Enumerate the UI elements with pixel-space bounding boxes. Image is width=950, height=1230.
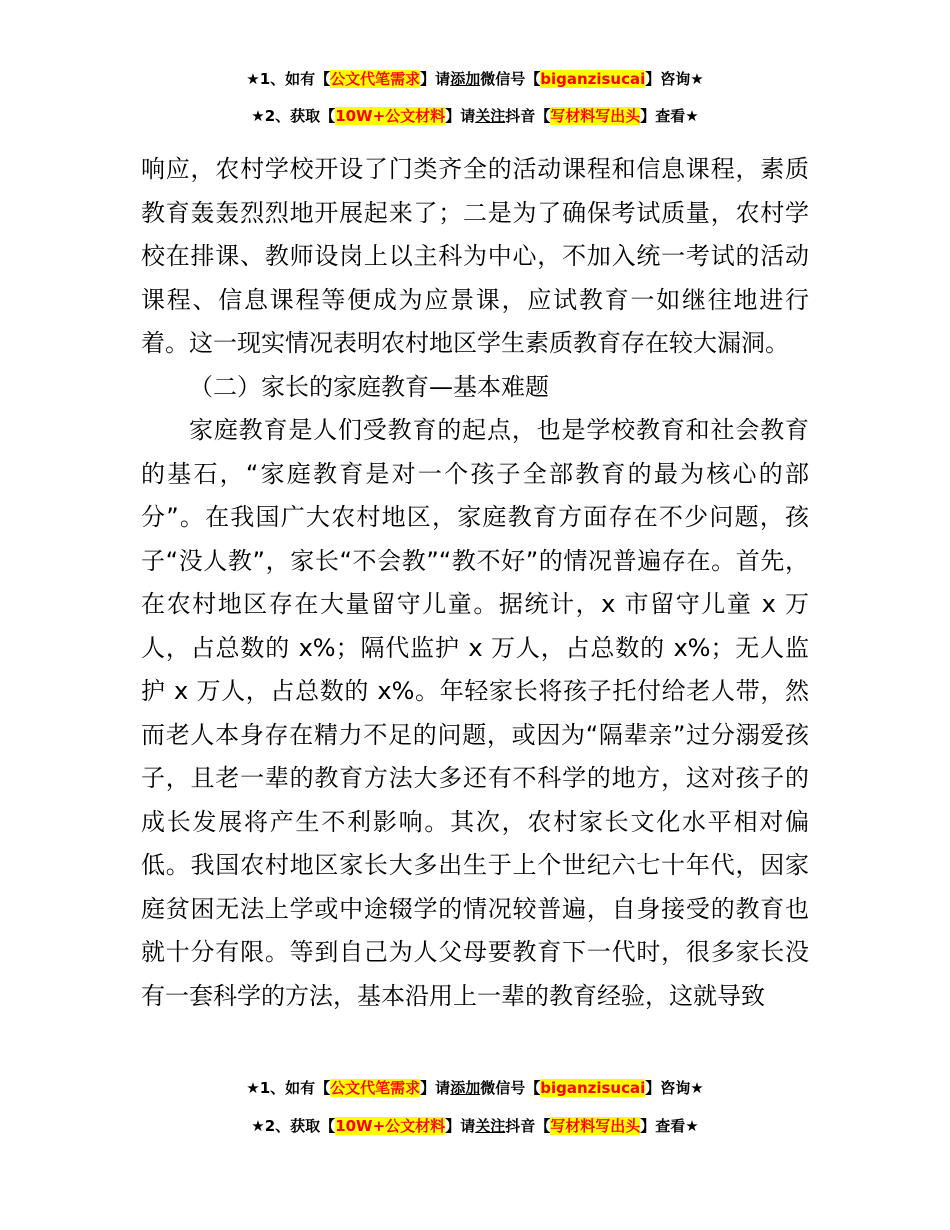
underlined-word: 关注 — [475, 107, 506, 125]
banner-text: 抖音【 — [505, 107, 551, 125]
underlined-word: 关注 — [475, 1117, 506, 1135]
underlined-word: 添加 — [450, 1079, 481, 1097]
banner-text: 微信号【 — [480, 70, 541, 88]
banner-text: 】查看★ — [640, 107, 699, 125]
footer-banner-line-2 — [0, 1116, 950, 1136]
banner-text: 】咨询★ — [645, 1079, 704, 1097]
highlight-wechat-id: biganzisucai — [540, 1079, 646, 1097]
highlight-service: 公文代笔需求 — [330, 1079, 421, 1097]
star-icon: ★ — [251, 107, 265, 125]
highlight-materials: 10W+公文材料 — [335, 107, 446, 125]
banner-text: 1、如有【 — [259, 1079, 331, 1097]
star-icon: ★ — [246, 70, 260, 88]
paragraph: 家庭教育是人们受教育的起点，也是学校教育和社会教育的基石，“家庭教育是对一个孩子全部教育的最为核心的部分”。在我国广大农村地区，家庭教育方面存在不少问题，孩子“没人教”，家长“不会教”“教不好”的情况普遍存在。首先，在农村地区存在大量留守儿童。据统计，x 市留守儿童 x 万人，占总数的 x%；隔代监护 x 万人，占总数的 x%；无人监护 x 万人，占总数的 x%。年轻家长将孩子托付给老人带，然而老人本身存在精力不足的问题，或因为“隔辈亲”过分溺爱孩子，且老一辈的教育方法大多还有不科学的地方，这对孩子的成长发展将产生不利影响。其次，农村家长文化水平相对偏低。我国农村地区家长大多出生于上个世纪六七十年代，因家庭贫困无法上学或中途辍学的情况较普遍，自身接受的教育也就十分有限。等到自己为人父母要教育下一代时，很多家长没有一套科学的方法，基本沿用上一辈的教育经验，这就导致 — [141, 416, 809, 1010]
banner-text: 2、获取【 — [264, 107, 336, 125]
underlined-word: 添加 — [450, 70, 481, 88]
banner-text: 】请 — [420, 1079, 451, 1097]
section-heading: （二）家长的家庭教育—基本难题 — [189, 372, 549, 401]
header-banner-line-2 — [0, 106, 950, 126]
banner-text: 】查看★ — [640, 1117, 699, 1135]
footer-banner-line-1 — [0, 1078, 950, 1098]
paragraph-continued: 响应，农村学校开设了门类齐全的活动课程和信息课程，素质教育轰轰烈烈地开展起来了；二是为了确保考试质量，农村学校在排课、教师设岗上以主科为中心，不加入统一考试的活动课程、信息课程等便成为应景课，应试教育一如继往地进行着。这一现实情况表明农村地区学生素质教育存在较大漏洞。 — [141, 155, 809, 357]
star-icon: ★ — [251, 1117, 265, 1135]
star-icon: ★ — [246, 1079, 260, 1097]
highlight-service: 公文代笔需求 — [330, 70, 421, 88]
highlight-materials: 10W+公文材料 — [335, 1117, 446, 1135]
highlight-wechat-id: biganzisucai — [540, 70, 646, 88]
document-body — [141, 148, 809, 1018]
banner-text: 】咨询★ — [645, 70, 704, 88]
banner-text: 1、如有【 — [259, 70, 331, 88]
banner-text: 2、获取【 — [264, 1117, 336, 1135]
highlight-douyin-account: 写材料写出头 — [550, 1117, 641, 1135]
header-banner-line-1 — [0, 69, 950, 89]
highlight-douyin-account: 写材料写出头 — [550, 107, 641, 125]
banner-text: 】请 — [445, 1117, 476, 1135]
banner-text: 抖音【 — [505, 1117, 551, 1135]
banner-text: 】请 — [420, 70, 451, 88]
banner-text: 微信号【 — [480, 1079, 541, 1097]
banner-text: 】请 — [445, 107, 476, 125]
